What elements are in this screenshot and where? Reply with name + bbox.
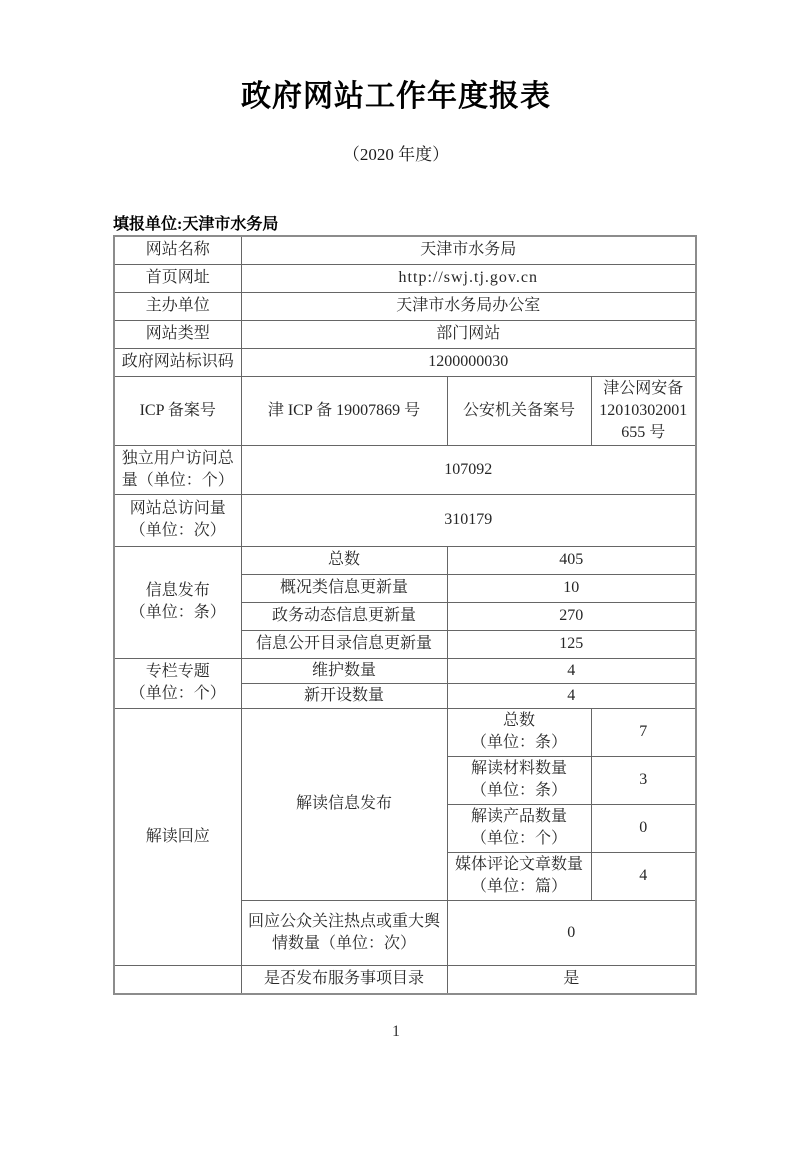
- interpretation-products-value: 0: [591, 804, 696, 852]
- special-columns-section-label: [114, 658, 241, 708]
- icp-label: ICP 备案号: [114, 376, 241, 445]
- unique-visitors-value: 107092: [241, 445, 696, 494]
- document-page: [0, 78, 792, 1041]
- interpretation-products-label-text: 解读产品数量: [470, 808, 567, 825]
- police-filing-value: 津公网安备 12010302001655 号: [591, 376, 696, 445]
- interpretation-total-value: 7: [591, 708, 696, 756]
- site-type-value: 部门网站: [241, 320, 696, 348]
- service-section-empty-cell: [114, 965, 241, 994]
- police-filing-label: 公安机关备案号: [447, 376, 591, 445]
- info-publish-overview-label: 概况类信息更新量: [241, 574, 447, 602]
- info-publish-label-text: 信息发布: [145, 582, 210, 599]
- organizer-value: 天津市水务局办公室: [241, 292, 696, 320]
- row-site-code: [114, 348, 696, 376]
- row-site-type: [114, 320, 696, 348]
- interpretation-products-label: [447, 804, 591, 852]
- interpretation-products-unit-text: （单位：个）: [470, 830, 567, 847]
- info-publish-catalog-value: 125: [447, 630, 696, 658]
- site-name-value: 天津市水务局: [241, 236, 696, 264]
- homepage-url-value: http://swj.tj.gov.cn: [241, 264, 696, 292]
- row-special-columns-maintained: [114, 658, 696, 683]
- special-columns-new-value: 4: [447, 683, 696, 708]
- special-columns-label-text: 专栏专题: [145, 663, 210, 680]
- interpretation-total-unit-text: （单位：条）: [470, 734, 567, 751]
- interpretation-media-label-text: 媒体评论文章数量: [454, 856, 583, 873]
- special-columns-new-label: 新开设数量: [241, 683, 447, 708]
- row-service-catalog: [114, 965, 696, 994]
- interpretation-total-label: [447, 708, 591, 756]
- info-publish-dynamics-value: 270: [447, 602, 696, 630]
- hot-response-label: 回应公众关注热点或重大舆情数量（单位：次）: [241, 900, 447, 965]
- info-publish-overview-value: 10: [447, 574, 696, 602]
- site-name-label: 网站名称: [114, 236, 241, 264]
- interpretation-total-label-text: 总数: [502, 712, 535, 729]
- interpretation-materials-value: 3: [591, 756, 696, 804]
- info-publish-section-label: [114, 546, 241, 658]
- special-columns-unit-text: （单位：个）: [129, 685, 226, 702]
- row-site-name: [114, 236, 696, 264]
- row-homepage-url: [114, 264, 696, 292]
- interpretation-section-label: 解读回应: [114, 708, 241, 965]
- page-subtitle: （2020 年度）: [342, 145, 450, 164]
- site-type-label: 网站类型: [114, 320, 241, 348]
- unique-visitors-label: 独立用户访问总量（单位：个）: [114, 445, 241, 494]
- site-code-value: 1200000030: [241, 348, 696, 376]
- homepage-url-label: 首页网址: [114, 264, 241, 292]
- special-columns-maintained-value: 4: [447, 658, 696, 683]
- reporting-unit-line: 填报单位:天津市水务局: [113, 216, 279, 233]
- info-publish-total-value: 405: [447, 546, 696, 574]
- organizer-label: 主办单位: [114, 292, 241, 320]
- page-title: 政府网站工作年度报表: [241, 80, 551, 113]
- info-publish-total-label: 总数: [241, 546, 447, 574]
- total-visits-label-text: 网站总访问量: [129, 500, 226, 517]
- row-interpretation-total: [114, 708, 696, 756]
- info-publish-catalog-label: 信息公开目录信息更新量: [241, 630, 447, 658]
- annual-report-table: [113, 235, 697, 995]
- row-info-publish-total: [114, 546, 696, 574]
- row-organizer: [114, 292, 696, 320]
- interpretation-materials-unit-text: （单位：条）: [470, 782, 567, 799]
- interpretation-media-value: 4: [591, 852, 696, 900]
- interpretation-materials-label-text: 解读材料数量: [470, 760, 567, 777]
- service-catalog-value: 是: [447, 965, 696, 994]
- interpretation-media-unit-text: （单位：篇）: [470, 878, 567, 895]
- icp-value: 津 ICP 备 19007869 号: [241, 376, 447, 445]
- row-total-visits: [114, 494, 696, 546]
- special-columns-maintained-label: 维护数量: [241, 658, 447, 683]
- interpretation-media-label: [447, 852, 591, 900]
- total-visits-label: [114, 494, 241, 546]
- service-catalog-label: 是否发布服务事项目录: [241, 965, 447, 994]
- total-visits-unit-text: （单位：次）: [129, 522, 226, 539]
- page-number: 1: [392, 1023, 400, 1040]
- interpretation-materials-label: [447, 756, 591, 804]
- row-unique-visitors: [114, 445, 696, 494]
- hot-response-value: 0: [447, 900, 696, 965]
- info-publish-unit-text: （单位：条）: [129, 604, 226, 621]
- site-code-label: 政府网站标识码: [114, 348, 241, 376]
- total-visits-value: 310179: [241, 494, 696, 546]
- interpretation-publish-label: 解读信息发布: [241, 708, 447, 900]
- row-icp-filing: [114, 376, 696, 445]
- info-publish-dynamics-label: 政务动态信息更新量: [241, 602, 447, 630]
